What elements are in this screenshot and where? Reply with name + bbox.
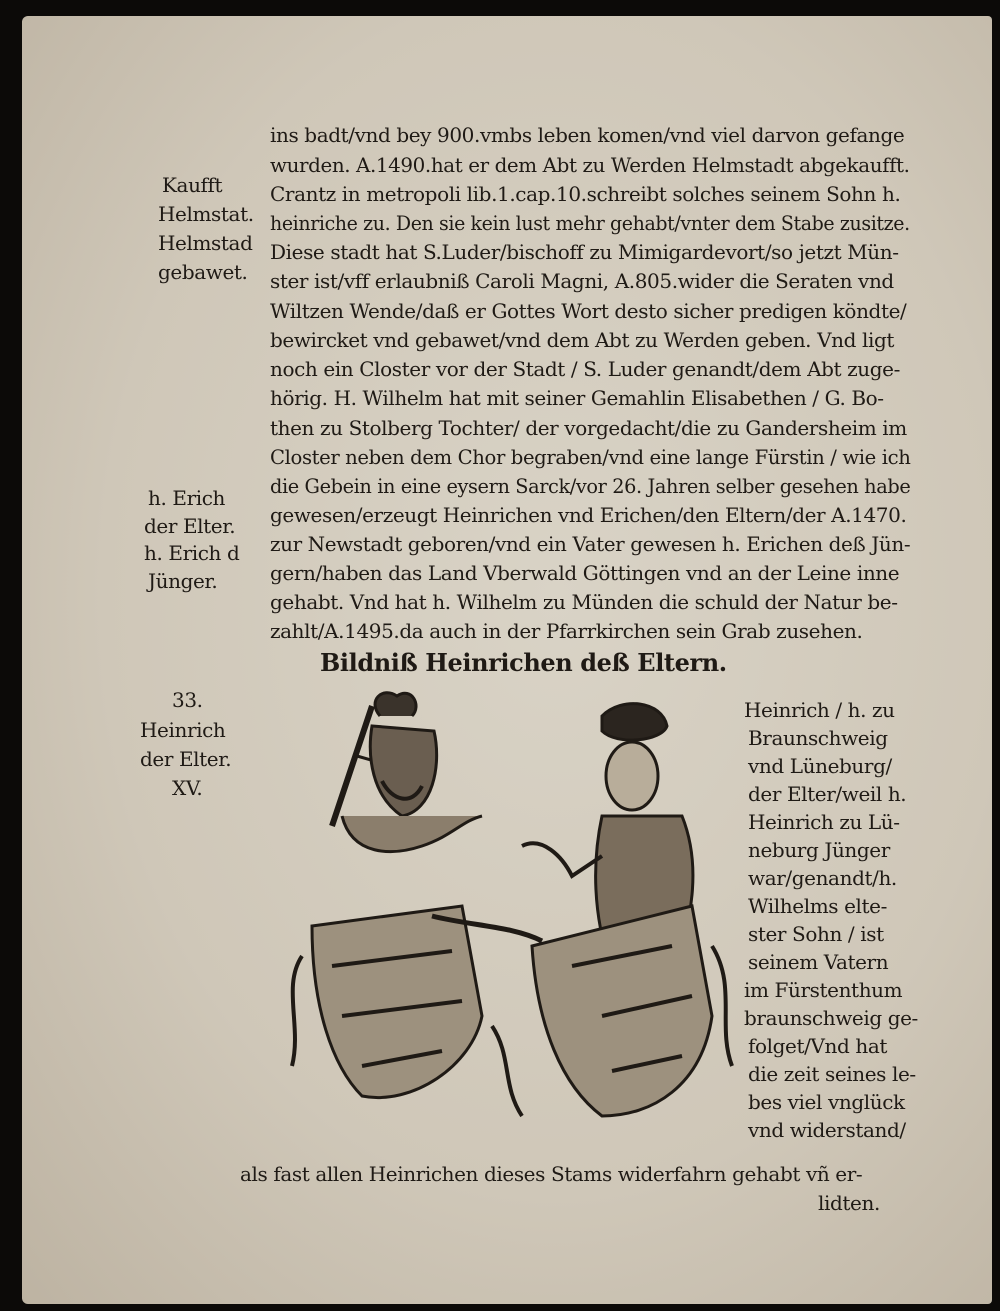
margin-note-heinrich: Heinrich: [140, 718, 226, 742]
body-line-7: Wiltzen Wende/daß er Gottes Wort desto sicher predigen köndte/: [270, 299, 907, 323]
body-line-6: ster ist/vff erlaubniß Caroli Magni, A.805.wider die Seraten vnd: [270, 269, 894, 293]
caption-line-1: Heinrich / h. zu: [744, 698, 895, 722]
margin-note-number: 33.: [172, 688, 203, 712]
margin-note-roman: XV.: [172, 776, 203, 800]
closing-line-2: lidten.: [818, 1191, 880, 1215]
margin-note-erich: h. Erich: [148, 486, 226, 510]
body-line-9: noch ein Closter vor der Stadt / S. Luder genandt/dem Abt zuge-: [270, 357, 900, 381]
caption-line-8: Wilhelms elte-: [748, 894, 887, 918]
caption-line-11: im Fürstenthum: [744, 978, 903, 1002]
caption-line-5: Heinrich zu Lü-: [748, 810, 900, 834]
caption-line-6: neburg Jünger: [748, 838, 890, 862]
book-page: [22, 16, 992, 1304]
caption-line-2: Braunschweig: [748, 726, 888, 750]
body-line-13: die Gebein in eine eysern Sarck/vor 26. Jahren selber gesehen habe: [270, 474, 911, 498]
margin-note-kaufft: Kaufft: [162, 173, 223, 197]
closing-line-1: als fast allen Heinrichen dieses Stams widerfahrn gehabt vñ er-: [240, 1162, 863, 1186]
body-line-3: Crantz in metropoli lib.1.cap.10.schreibt solches seinem Sohn h.: [270, 182, 901, 206]
caption-line-9: ster Sohn / ist: [748, 922, 884, 946]
body-line-1: ins badt/vnd bey 900.vmbs leben komen/vnd viel darvon gefange: [270, 123, 905, 147]
margin-note-helmstat: Helmstat.: [158, 202, 254, 226]
woodcut-illustration: [272, 686, 742, 1146]
body-line-14: gewesen/erzeugt Heinrichen vnd Erichen/den Eltern/der A.1470.: [270, 503, 907, 527]
margin-note-heinrich-elter: der Elter.: [140, 747, 232, 771]
caption-line-10: seinem Vatern: [748, 950, 889, 974]
caption-line-3: vnd Lüneburg/: [748, 754, 892, 778]
body-line-15: zur Newstadt geboren/vnd ein Vater gewesen h. Erichen deß Jün-: [270, 532, 911, 556]
margin-note-helmstad: Helmstad: [158, 231, 253, 255]
margin-note-der-elter: der Elter.: [144, 514, 236, 538]
caption-line-7: war/genandt/h.: [748, 866, 897, 890]
margin-note-gebawet: gebawet.: [158, 260, 248, 284]
body-line-4: heinriche zu. Den sie kein lust mehr gehabt/vnter dem Stabe zusitze.: [270, 211, 910, 235]
caption-line-15: bes viel vnglück: [748, 1090, 905, 1114]
caption-line-14: die zeit seines le-: [748, 1062, 916, 1086]
body-line-16: gern/haben das Land Vberwald Göttingen vnd an der Leine inne: [270, 561, 900, 585]
caption-line-4: der Elter/weil h.: [748, 782, 907, 806]
portrait-title: Bildniß Heinrichen deß Eltern.: [320, 648, 727, 677]
body-line-12: Closter neben dem Chor begraben/vnd eine lange Fürstin / wie ich: [270, 445, 911, 469]
body-line-10: hörig. H. Wilhelm hat mit seiner Gemahlin Elisabethen / G. Bo-: [270, 386, 884, 410]
margin-note-junger: Jünger.: [148, 569, 218, 593]
body-line-2: wurden. A.1490.hat er dem Abt zu Werden Helmstadt abgekaufft.: [270, 153, 910, 177]
caption-line-13: folget/Vnd hat: [748, 1034, 887, 1058]
caption-line-16: vnd widerstand/: [748, 1118, 906, 1142]
body-line-5: Diese stadt hat S.Luder/bischoff zu Mimigardevort/so jetzt Mün-: [270, 240, 899, 264]
margin-note-erich-d: h. Erich d: [144, 541, 240, 565]
body-line-18: zahlt/A.1495.da auch in der Pfarrkirchen sein Grab zusehen.: [270, 619, 863, 643]
caption-line-12: braunschweig ge-: [744, 1006, 918, 1030]
body-line-11: then zu Stolberg Tochter/ der vorgedacht/die zu Gandersheim im: [270, 416, 907, 440]
body-line-8: bewircket vnd gebawet/vnd dem Abt zu Werden geben. Vnd ligt: [270, 328, 895, 352]
body-line-17: gehabt. Vnd hat h. Wilhelm zu Münden die schuld der Natur be-: [270, 590, 898, 614]
